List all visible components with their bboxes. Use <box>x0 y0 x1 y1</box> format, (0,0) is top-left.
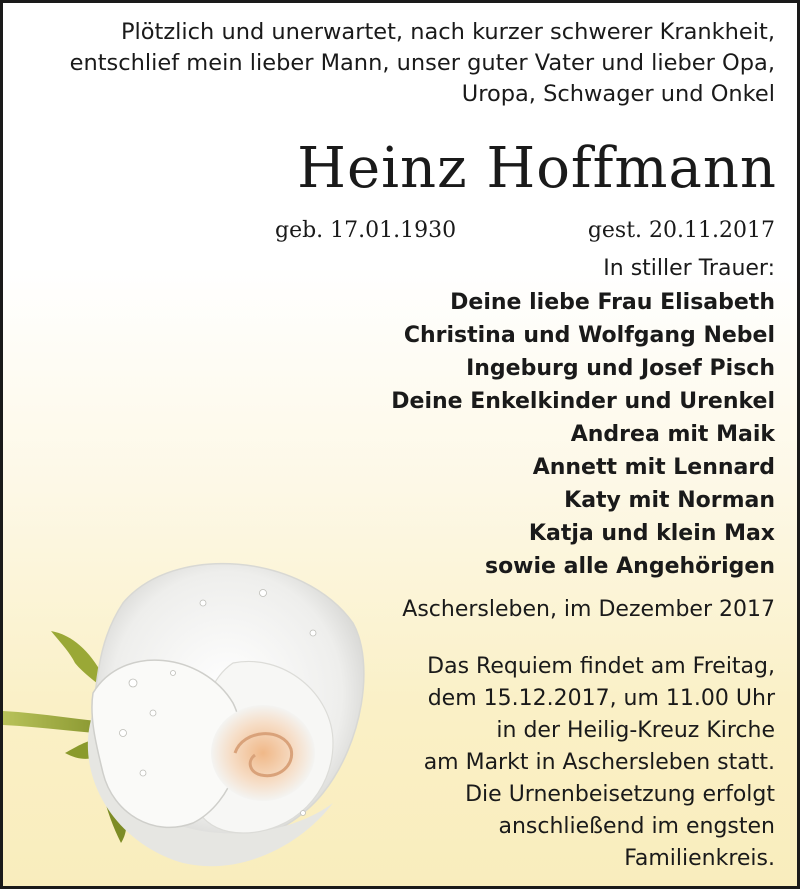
service-line: am Markt in Aschersleben statt. <box>423 750 775 775</box>
mourning-label: In stiller Trauer: <box>603 256 775 281</box>
service-line: Das Requiem findet am Freitag, <box>427 654 775 679</box>
birth-date: geb. 17.01.1930 <box>275 218 457 243</box>
mourner-entry: Christina und Wolfgang Nebel <box>403 323 775 348</box>
intro-text <box>15 17 775 110</box>
mourner-entry: Andrea mit Maik <box>570 422 775 447</box>
service-line: in der Heilig-Kreuz Kirche <box>496 718 775 743</box>
service-info <box>355 651 775 875</box>
death-date: gest. 20.11.2017 <box>587 218 775 243</box>
service-line: Familienkreis. <box>624 846 775 871</box>
rose-center <box>211 705 315 801</box>
mourner-entry: Annett mit Lennard <box>532 455 775 480</box>
white-rose-image <box>3 543 393 886</box>
mourner-entry: Katy mit Norman <box>564 488 775 513</box>
mourner-entry: Deine Enkelkinder und Urenkel <box>391 389 775 414</box>
service-line: anschließend im engsten <box>498 814 775 839</box>
mourners-list <box>255 286 775 583</box>
mourner-entry: sowie alle Angehörigen <box>484 554 775 579</box>
place-and-date: Aschersleben, im Dezember 2017 <box>402 597 775 622</box>
intro-line: entschlief mein lieber Mann, unser guter Vater und lieber Opa, <box>69 50 775 76</box>
mourner-entry: Deine liebe Frau Elisabeth <box>450 290 775 315</box>
mourner-entry: Katja und klein Max <box>528 521 775 546</box>
intro-line: Plötzlich und unerwartet, nach kurzer schwerer Krankheit, <box>120 19 775 45</box>
deceased-name: Heinz Hoffmann <box>297 136 777 201</box>
mourner-entry: Ingeburg und Josef Pisch <box>466 356 775 381</box>
service-line: dem 15.12.2017, um 11.00 Uhr <box>427 686 775 711</box>
service-line: Die Urnenbeisetzung erfolgt <box>465 782 775 807</box>
intro-line: Uropa, Schwager und Onkel <box>461 81 775 107</box>
